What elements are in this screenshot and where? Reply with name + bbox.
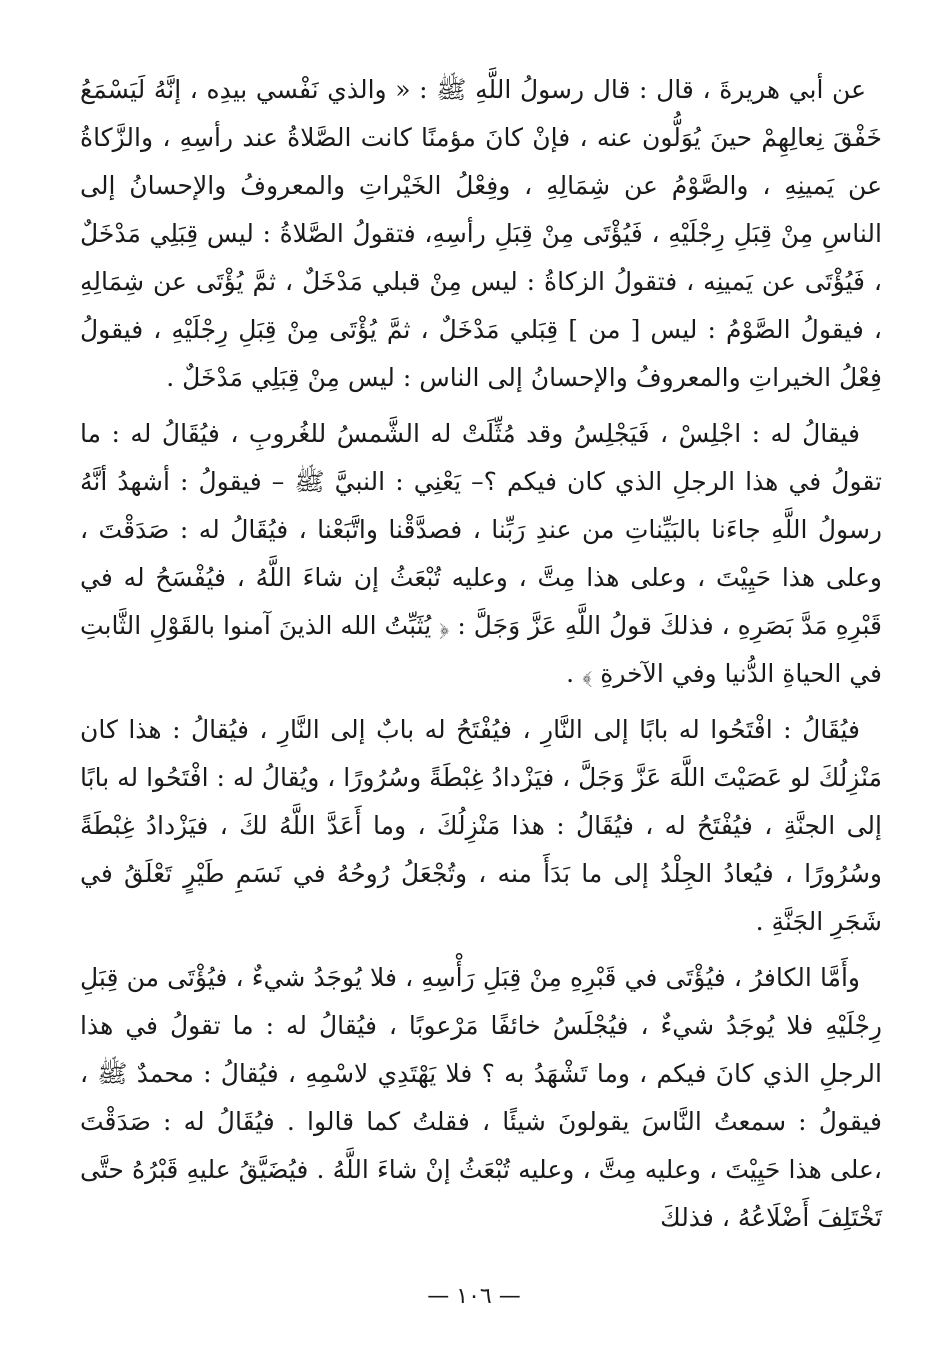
page-number: — ١٠٦ —	[427, 1284, 521, 1309]
paragraph-2: فيقالُ له : اجْلِسْ ، فَيَجْلِسُ وقد مُثِّلَتْ له الشَّمسُ للغُروبِ ، فيُقَالُ له : ما تقولُ في هذا الرجلِ الذي كان فيكم ؟– يَعْنِي : النبيَّ ﷺ – فيقولُ : أشهدُ أنَّهُ رسولُ اللَّهِ جاءَنا بالبَيِّناتِ من عندِ رَبِّنا ، فصدَّقْنا واتَّبَعْنا ، فيُقَالُ له : صَدَقْتَ ، وعلى هذا حَيِيْتَ ، وعلى هذا مِتَّ ، وعليه تُبْعَثُ إن شاءَ اللَّهُ ، فيُفْسَحُ له في قَبْرِهِ مَدَّ بَصَرِهِ ، فذلكَ قولُ اللَّهِ عَزَّ وَجَلَّ : ﴿ يُثَبِّتُ الله الذينَ آمنوا بالقَوْلِ الثَّابتِ في الحياةِ الدُّنيا وفي الآخرةِ ﴾ .	[80, 419, 882, 688]
paragraph-4: وأَمَّا الكافرُ ، فيُؤْتَى في قَبْرِهِ مِنْ قِبَلِ رَأْسِهِ ، فلا يُوجَدُ شيءٌ ، فيُؤْتَى من قِبَلِ رِجْلَيْهِ فلا يُوجَدُ شيءٌ ، فيُجْلَسُ خائفًا مَرْعوبًا ، فيُقالُ له : ما تقولُ في هذا الرجلِ الذي كانَ فيكم ، وما تَشْهَدُ به ؟ فلا يَهْتَدِي لاسْمِهِ ، فيُقالُ : محمدٌ ﷺ ، فيقولُ : سمعتُ النَّاسَ يقولونَ شيئًا ، فقلتُ كما قالوا . فيُقَالُ له : صَدَقْتَ ،على هذا حَيِيْتَ ، وعليه مِتَّ ، وعليه تُبْعَثُ إنْ شاءَ اللَّهُ . فيُضَيَّقُ عليهِ قَبْرُهُ حتَّى تَخْتَلِفَ أَضْلَاعُهُ ، فذلكَ	[80, 963, 882, 1232]
paragraph-1: عن أبي هريرةَ ، قال : قال رسولُ اللَّهِ ﷺ : « والذي نَفْسي بيدِه ، إنَّهُ لَيَسْمَعُ خَفْقَ نِعالِهِمْ حينَ يُوَلُّون عنه ، فإنْ كانَ مؤمنًا كانت الصَّلاةُ عند رأسِهِ ، والزَّكاةُ عن يَمينِهِ ، والصَّوْمُ عن شِمَالِهِ ، وفِعْلُ الخَيْراتِ والمعروفُ والإحسانُ إلى الناسِ مِنْ قِبَلِ رِجْلَيْهِ ، فَيُؤْتَى مِنْ قِبَلِ رأسِهِ، فتقولُ الصَّلاةُ : ليس قِبَلِي مَدْخَلٌ ، فَيُؤْتَى عن يَمينِه ، فتقولُ الزكاةُ : ليس مِنْ قبلي مَدْخَلٌ ، ثمَّ يُؤْتَى عن شِمَالِهِ ، فيقولُ الصَّوْمُ : ليس [ من ] قِبَلي مَدْخَلٌ ، ثمَّ يُؤْتَى مِنْ قِبَلِ رِجْلَيْهِ ، فيقولُ فِعْلُ الخيراتِ والمعروفُ والإحسانُ إلى الناس : ليس مِنْ قِبَلِي مَدْخَلٌ .	[80, 75, 882, 392]
body-text	[80, 66, 882, 1250]
paragraph-3: فيُقَالُ : افْتَحُوا له بابًا إلى النَّارِ ، فيُفْتَحُ له بابٌ إلى النَّارِ ، فيُقالُ : هذا كان مَنْزِلُكَ لو عَصَيْتَ اللَّهَ عَزَّ وَجَلَّ ، فيَزْدادُ غِبْطَةً وسُرُورًا ، ويُقالُ له : افْتَحُوا له بابًا إلى الجنَّةِ ، فيُفْتَحُ له ، فيُقَالُ : هذا مَنْزِلُكَ ، وما أَعَدَّ اللَّهُ لكَ ، فيَزْدادُ غِبْطَةً وسُرُورًا ، فيُعادُ الجِلْدُ إلى ما بَدَأَ منه ، وتُجْعَلُ رُوحُهُ في نَسَمِ طَيْرٍ تَعْلَقُ في شَجَرِ الجَنَّةِ .	[80, 715, 882, 936]
